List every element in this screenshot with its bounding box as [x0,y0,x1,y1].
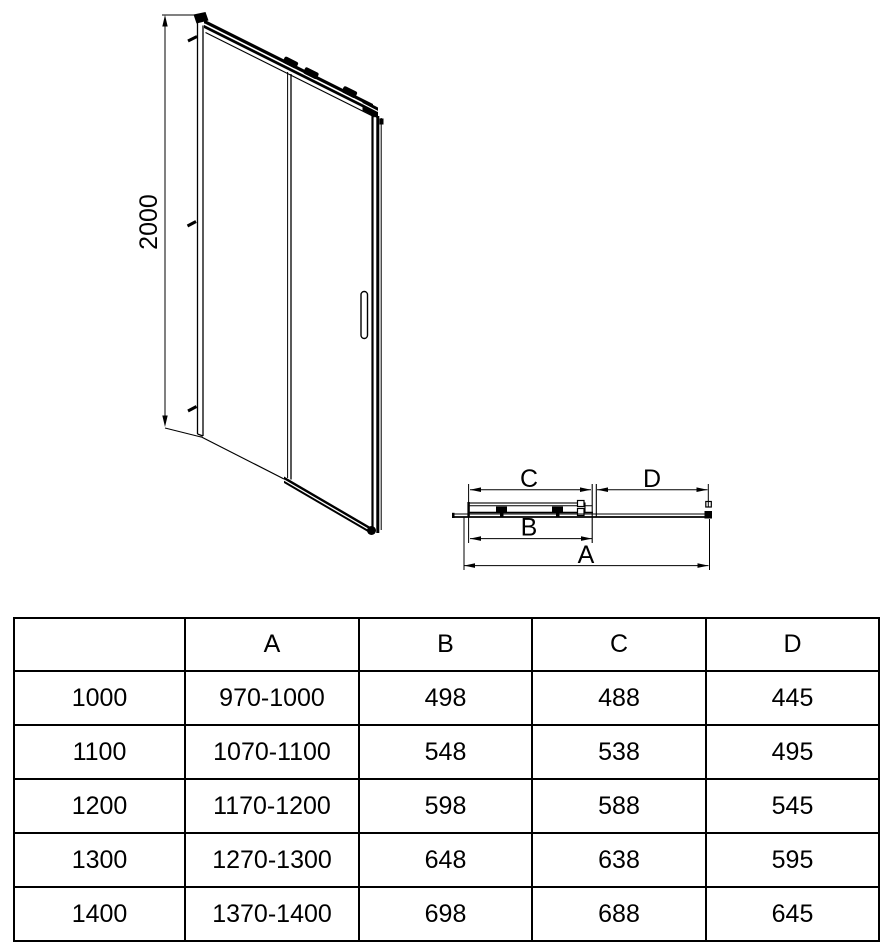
dimension-d [596,465,708,517]
arrow-right-icon [697,487,708,492]
cell-a: 970-1000 [185,671,359,725]
cell-size: 1300 [14,833,185,887]
arrow-right-icon [580,487,591,492]
panel-divider [288,72,291,480]
cell-d: 445 [706,671,879,725]
arrow-right-icon [698,563,709,568]
rail-end-cap [367,526,376,535]
cell-b: 598 [359,779,532,833]
table-row [14,833,879,887]
door-handle [361,292,368,339]
dimension-b-label: B [520,513,538,542]
cell-d: 595 [706,833,879,887]
wall-bracket [380,119,384,125]
cell-c: 588 [532,779,706,833]
arrow-left-icon [597,487,608,492]
cell-d: 545 [706,779,879,833]
bottom-rail [201,437,377,536]
plan-view [452,465,712,570]
cell-size: 1000 [14,671,185,725]
dimension-a [464,517,710,570]
height-dimension [135,15,201,437]
table-header-a: A [185,618,359,671]
table-header-size [14,618,185,671]
rail-end-cap [363,100,379,119]
wall-bracket [188,407,197,412]
cell-c: 538 [532,725,706,779]
arrow-up-icon [162,15,167,27]
dimension-a-label: A [577,541,595,569]
table-row [14,779,879,833]
table-row [14,671,879,725]
cell-a: 1370-1400 [185,887,359,941]
front-view [135,12,384,535]
arrow-left-icon [470,536,481,541]
cell-size: 1100 [14,725,185,779]
roller-carriage [496,507,507,514]
cell-c: 638 [532,833,706,887]
arrow-down-icon [162,416,167,428]
dimension-d-label: D [642,465,662,493]
cell-size: 1200 [14,779,185,833]
cell-size: 1400 [14,887,185,941]
wall-bracket [188,37,197,42]
cell-b: 648 [359,833,532,887]
dimension-c-label: C [519,465,539,493]
height-dimension-label: 2000 [135,194,163,250]
panel-end-cap [705,511,713,519]
roller-carriage [552,507,563,514]
arrow-left-icon [470,487,481,492]
table-row [14,887,879,941]
left-wall-profile [188,12,209,436]
table-header-b: B [359,618,532,671]
table-row [14,725,879,779]
cell-c: 688 [532,887,706,941]
arrow-left-icon [464,563,475,568]
cell-c: 488 [532,671,706,725]
cell-b: 548 [359,725,532,779]
cell-a: 1170-1200 [185,779,359,833]
table-header-d: D [706,618,879,671]
cell-b: 698 [359,887,532,941]
cell-a: 1070-1100 [185,725,359,779]
right-wall-profile [373,114,384,533]
table-header-c: C [532,618,706,671]
cell-a: 1270-1300 [185,833,359,887]
cell-b: 498 [359,671,532,725]
wall-bracket [188,222,197,227]
table-header-row [14,618,879,671]
cell-d: 645 [706,887,879,941]
dimension-table [13,617,880,942]
cell-d: 495 [706,725,879,779]
anti-jump-clip [578,501,585,507]
